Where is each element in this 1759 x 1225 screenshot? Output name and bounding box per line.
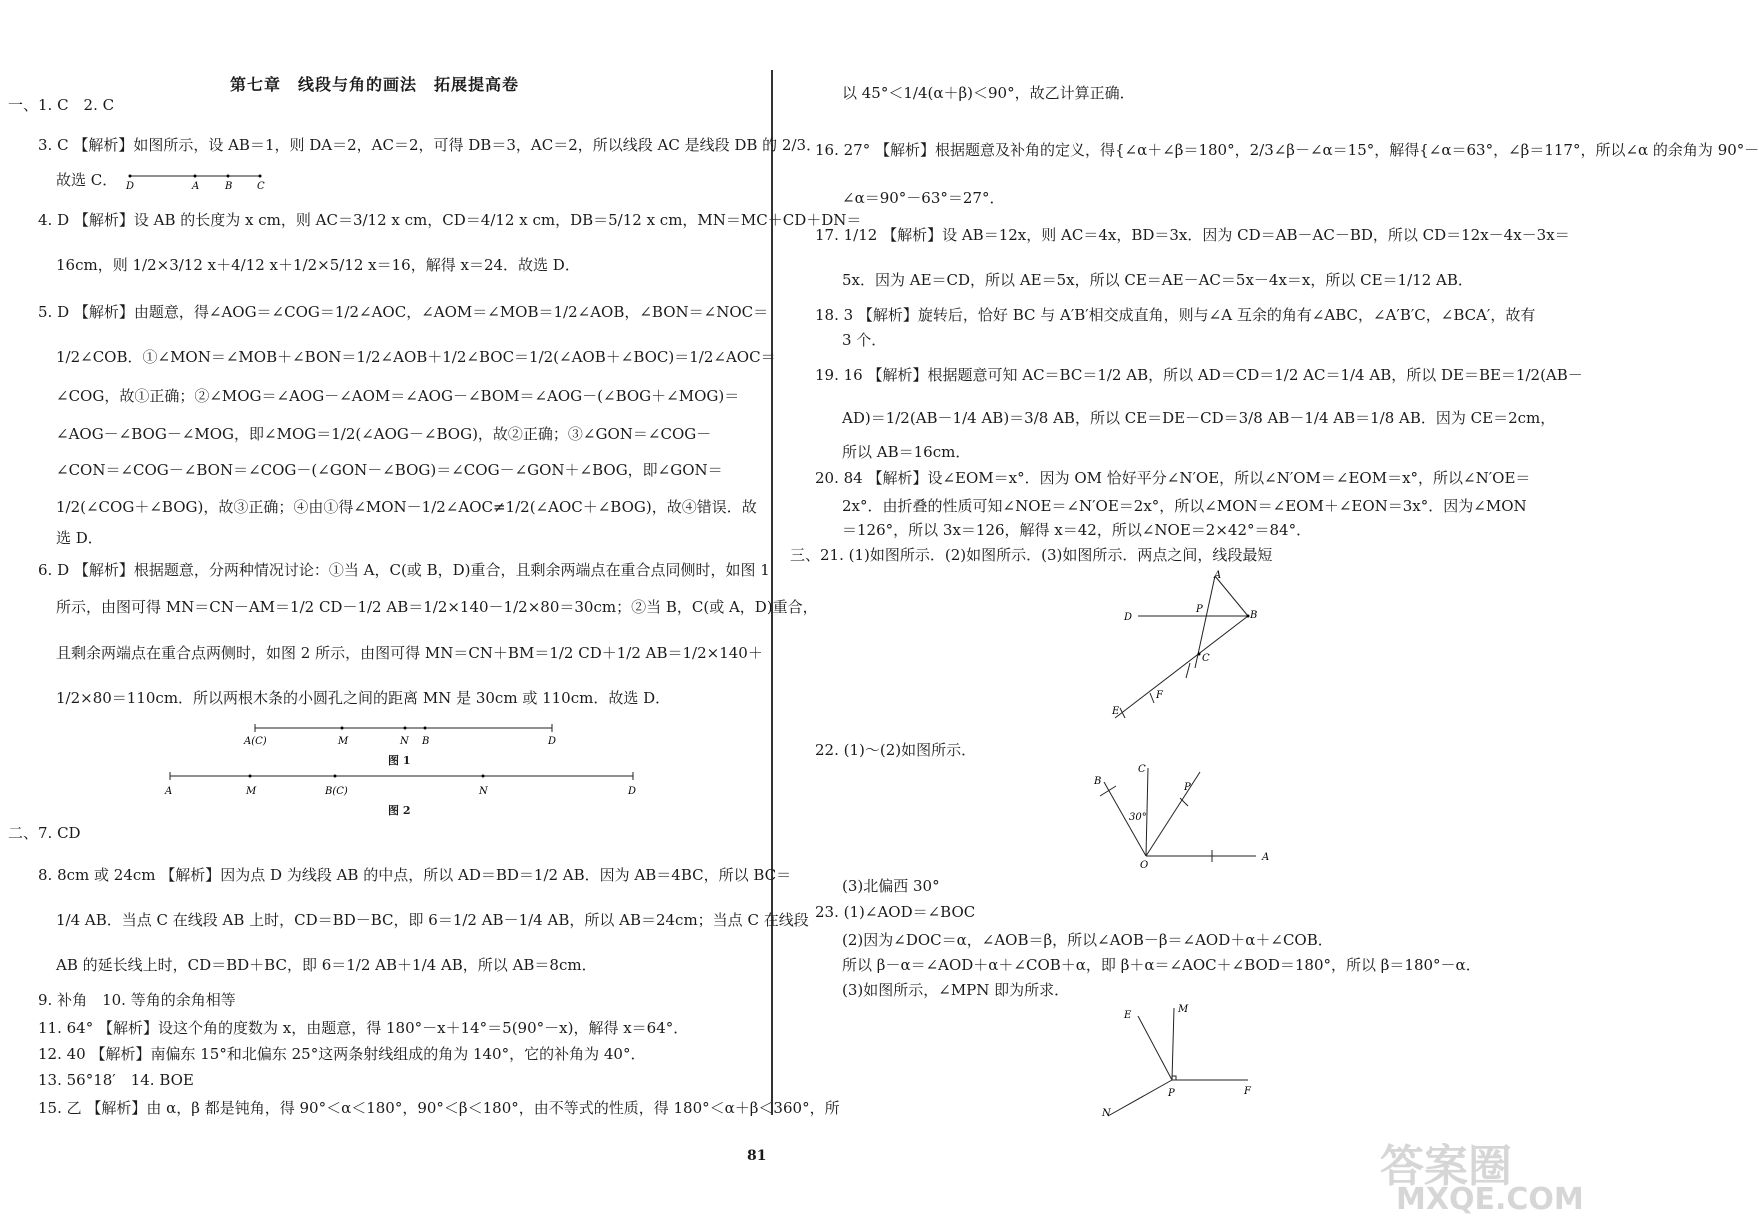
fig23-label: E [1124,1010,1132,1021]
q23-angle-figure [1098,1000,1268,1120]
fig21-label: D [1124,612,1133,623]
fig1-label: B [422,736,430,747]
fig1-label: D [548,736,557,747]
fig21-label: A [1214,570,1222,581]
fig3-label: C [257,181,265,192]
watermark: 答案圈 [1380,1141,1512,1192]
fig22-label: C [1138,764,1146,775]
answer-line: 1/2∠COB．①∠MON＝∠MOB＋∠BON＝1/2∠AOB＋1/2∠BOC＝1/2(∠AOB＋∠BOC)＝1/2∠AOC＝ [56,348,776,366]
answer-line: ∠AOG－∠BOG－∠MOG，即∠MOG＝1/2(∠AOG－∠BOG)，故②正确；③∠GON＝∠COG－ [56,425,712,443]
answer-line: ∠CON＝∠COG－∠BON＝∠COG－(∠GON－∠BOG)＝∠COG－∠GON＋∠BOG，即∠GON＝ [56,461,723,479]
fig2-caption: 图 2 [388,804,411,817]
fig3-label: A [192,181,200,192]
fig2-label: M [246,786,257,797]
answer-line: ∠α＝90°－63°＝27°． [842,189,1005,207]
answer-line: 16. 27° 【解析】根据题意及补角的定义，得{∠α＋∠β＝180°，2/3∠β－∠α＝15°，解得{∠α＝63°，∠β＝117°，所以∠α 的余角为 90°－ [815,141,1759,159]
fig1-label: A(C) [244,736,267,747]
fig23-label: M [1178,1004,1189,1015]
answer-line: 19. 16 【解析】根据题意可知 AC＝BC＝1/2 AB，所以 AD＝CD＝1/2 AC＝1/4 AB，所以 DE＝BE＝1/2(AB－ [815,366,1583,384]
fig2-segment [155,770,645,800]
answer-line: 1/2(∠COG＋∠BOG)，故③正确；④由①得∠MON－1/2∠AOC≠1/2(∠AOC＋∠BOG)，故④错误．故 [56,498,757,516]
fig22-label: A [1262,852,1270,863]
q21-construction-figure [1110,568,1270,728]
fig2-label: N [479,786,488,797]
answer-line: (3)如图所示，∠MPN 即为所求． [842,981,1070,999]
fig3-label: D [126,181,135,192]
fig3-label: B [225,181,233,192]
answer-line: 20. 84 【解析】设∠EOM＝x°．因为 OM 恰好平分∠N′OE，所以∠N′OM＝∠EOM＝x°，所以∠N′OE＝ [815,469,1531,487]
answer-line: 1/2×80＝110cm．所以两根木条的小圆孔之间的距离 MN 是 30cm 或 110cm．故选 D． [56,689,671,707]
answer-line: 所示，由图可得 MN＝CN－AM＝1/2 CD－1/2 AB＝1/2×140－1/2×80＝30cm；②当 B，C(或 A，D)重合， [56,598,818,616]
answer-line: 3. C 【解析】如图所示，设 AB＝1，则 DA＝2，AC＝2，可得 DB＝3，AC＝2，所以线段 AC 是线段 DB 的 2/3． [38,136,822,154]
answer-line: 12. 40 【解析】南偏东 15°和北偏东 25°这两条射线组成的角为 140°，它的补角为 40°． [38,1045,646,1063]
answer-line: (3)北偏西 30° [842,877,940,895]
fig21-label: P [1196,604,1203,615]
answer-line: AD)＝1/2(AB－1/4 AB)＝3/8 AB，所以 CE＝DE－CD＝3/8 AB－1/4 AB＝1/8 AB．因为 CE＝2cm， [842,409,1556,427]
answer-line: 6. D 【解析】根据题意，分两种情况讨论：①当 A，C(或 B，D)重合，且剩余两端点在重合点同侧时，如图 1 [38,561,770,579]
answer-line: 16cm，则 1/2×3/12 x＋4/12 x＋1/2×5/12 x＝16，解得 x＝24．故选 D． [56,256,580,274]
fig21-label: E [1112,706,1120,717]
fig1-label: M [338,736,349,747]
answer-line: 所以 AB＝16cm． [842,443,971,461]
answer-line: 4. D 【解析】设 AB 的长度为 x cm，则 AC＝3/12 x cm，CD＝4/12 x cm，DB＝5/12 x cm，MN＝MC＋CD＋DN＝ [38,211,862,229]
answer-line: 三、21. (1)如图所示．(2)如图所示．(3)如图所示．两点之间，线段最短 [790,546,1273,564]
fig22-label: O [1140,860,1149,871]
fig2-label: A [165,786,173,797]
answer-line: 15. 乙 【解析】由 α，β 都是钝角，得 90°＜α＜180°，90°＜β＜180°，由不等式的性质，得 180°＜α＋β＜360°，所 [38,1099,840,1117]
answer-line: 18. 3 【解析】旋转后，恰好 BC 与 A′B′相交成直角，则与∠A 互余的角有∠ABC，∠A′B′C，∠BCA′，故有 [815,306,1536,324]
fig21-label: B [1250,610,1258,621]
fig1-caption: 图 1 [388,754,411,767]
fig22-label: 30° [1129,812,1147,823]
answer-line: ∠COG，故①正确；②∠MOG＝∠AOG－∠AOM＝∠AOG－∠BOM＝∠AOG－(∠BOG＋∠MOG)＝ [56,387,740,405]
q3-segment-figure [120,170,280,192]
answer-line: 13. 56°18′ 14. BOE [38,1071,194,1089]
answer-line: 故选 C． [56,171,118,189]
answer-line: 22. (1)～(2)如图所示． [815,741,977,759]
answer-line: 以 45°＜1/4(α＋β)＜90°，故乙计算正确． [842,84,1135,102]
fig23-label: F [1244,1086,1251,1097]
answer-line: 且剩余两端点在重合点两侧时，如图 2 所示，由图可得 MN＝CN＋BM＝1/2 CD＋1/2 AB＝1/2×140＋ [56,644,763,662]
answer-line: 11. 64° 【解析】设这个角的度数为 x，由题意，得 180°－x＋14°＝5(90°－x)，解得 x＝64°． [38,1019,689,1037]
fig21-label: F [1156,690,1163,701]
page-number: 81 [747,1148,767,1164]
q22-angle-figure [1088,760,1278,870]
fig23-label: N [1102,1108,1111,1119]
watermark-url: MXQE.COM [1396,1182,1584,1217]
fig21-label: C [1202,653,1210,664]
fig23-label: P [1168,1088,1175,1099]
page-title: 第七章 线段与角的画法 拓展提高卷 [230,75,520,94]
fig22-label: B [1094,776,1102,787]
answer-line: (2)因为∠DOC＝α，∠AOB＝β，所以∠AOB－β＝∠AOD＋α＋∠COB． [842,931,1333,949]
answer-line: 8. 8cm 或 24cm 【解析】因为点 D 为线段 AB 的中点，所以 AD＝BD＝1/2 AB．因为 AB＝4BC，所以 BC＝ [38,866,792,884]
fig2-label: B(C) [325,786,348,797]
answer-line: 一、1. C 2. C [8,96,115,114]
answer-line: 5x．因为 AE＝CD，所以 AE＝5x，所以 CE＝AE－AC＝5x－4x＝x，所以 CE＝1/12 AB． [842,271,1473,289]
answer-line: 2x°．由折叠的性质可知∠NOE＝∠N′OE＝2x°，所以∠MON＝∠EOM＋∠EON＝3x°．因为∠MON [842,497,1527,515]
fig22-label: P [1184,782,1191,793]
answer-line: 所以 β－α＝∠AOD＋α＋∠COB＋α，即 β＋α＝∠AOC＋∠BOD＝180°，所以 β＝180°－α． [842,956,1481,974]
answer-line: 二、7. CD [8,824,81,842]
answer-line: ＝126°，所以 3x＝126，解得 x＝42，所以∠NOE＝2×42°＝84°． [842,521,1312,539]
answer-line: 1/4 AB．当点 C 在线段 AB 上时，CD＝BD－BC，即 6＝1/2 AB－1/4 AB，所以 AB＝24cm；当点 C 在线段 [56,911,809,929]
answer-line: 3 个． [842,331,887,349]
fig1-segment [240,722,570,752]
answer-line: 5. D 【解析】由题意，得∠AOG＝∠COG＝1/2∠AOC，∠AOM＝∠MOB＝1/2∠AOB，∠BON＝∠NOC＝ [38,303,769,321]
answer-line: 选 D． [56,529,103,547]
answer-line: AB 的延长线上时，CD＝BD＋BC，即 6＝1/2 AB＋1/4 AB，所以 AB＝8cm． [56,956,597,974]
answer-line: 9. 补角 10. 等角的余角相等 [38,991,236,1009]
answer-line: 23. (1)∠AOD＝∠BOC [815,903,976,921]
fig1-label: N [400,736,409,747]
fig2-label: D [628,786,637,797]
answer-line: 17. 1/12 【解析】设 AB＝12x，则 AC＝4x，BD＝3x．因为 CD＝AB－AC－BD，所以 CD＝12x－4x－3x＝ [815,226,1570,244]
